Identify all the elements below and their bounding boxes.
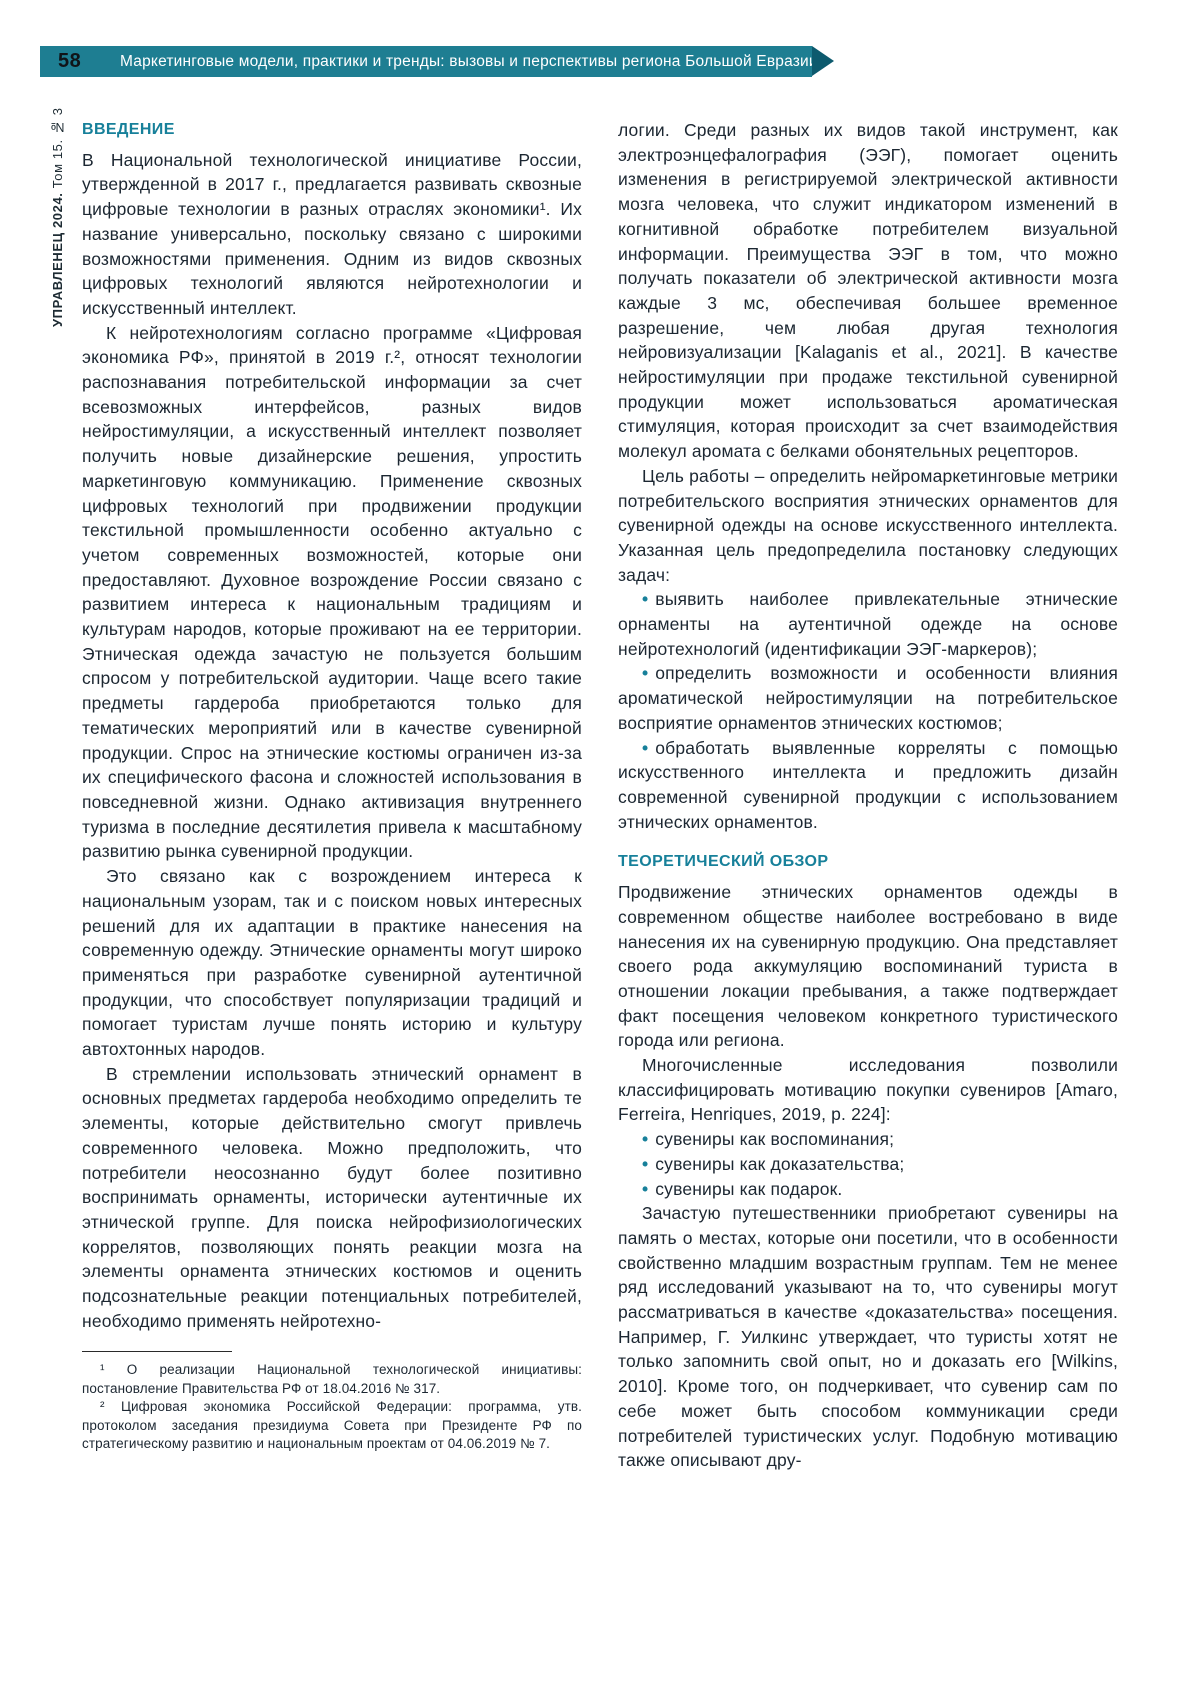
running-title: Маркетинговые модели, практики и тренды: вызовы и перспективы региона Большой Евразии (120, 52, 818, 70)
bullet-icon: • (642, 589, 649, 610)
introduction-heading: ВВЕДЕНИЕ (82, 121, 175, 138)
theory-closing-paragraph: Зачастую путешественники приобретают сувениры на память о местах, которые они посетили, что в особенности свойственно младшим возрастным группам. Тем не менее ряд исследований указывают на то, что сувениры могут рассматриваться в качестве «доказательства» посещения. Например, Г. Уилкинс утверждает, что туристы хотят не только запомнить свой опыт, но и доказать его [Wilkins, 2010]. Кроме того, он подчеркивает, что сувенир сам по себе может быть способом коммуникации среди потребителей туристических услуг. Подобную мотивацию также описывают дру- (618, 1203, 1118, 1471)
task-bullet-item (618, 661, 1118, 735)
header-arrow-icon (812, 46, 834, 76)
intro-paragraph: К нейротехнологиям согласно программе «Цифровая экономика РФ», принятой в 2019 г.², относят технологии распознавания потребительской информации за счет всевозможных интерфейсов, разных видов нейростимуляции, а искусственный интеллект позволяет получить новые дизайнерские решения, упростить маркетинговую коммуникацию. Применение сквозных цифровых технологий при продвижении продукции текстильной промышленности особенно актуально с учетом современных возможностей, которые они предоставляют. Духовное возрождение России связано с развитием интереса к национальным традициям и культурам народов, которые проживают на ее территории. Этническая одежда зачастую не пользуется большим спросом у потребительской аудитории. Чаще всего такие предметы гардероба приобретаются только для тематических мероприятий или в качестве сувенирной продукции. Спрос на этнические костюмы ограничен из-за их специфического фасона и сложностей использования в повседневной жизни. Однако активизация внутреннего туризма в последние десятилетия привела к масштабному развитию рынка сувенирной продукции. (82, 322, 582, 862)
footnote-1: ¹ О реализации Национальной технологической инициативы: постановление Правительства РФ от 18.04.2016 № 317. (82, 1362, 582, 1396)
left-column (82, 118, 582, 1473)
journal-name-label: УПРАВЛЕНЕЦ 2024. (50, 192, 65, 327)
journal-vertical-label (50, 107, 65, 327)
theory-heading: ТЕОРЕТИЧЕСКИЙ ОБЗОР (618, 853, 829, 871)
footnotes-block (82, 1351, 582, 1454)
journal-issue-label: Том 15. № 3 (50, 107, 65, 193)
intro-paragraph: В стремлении использовать этнический орнамент в основных предметах гардероба необходимо определить те элементы, которые действительно смогут привлечь современного человека. Можно предположить, что потребители неосознанно будут более позитивно воспринимать орнаменты, исторически аутентичные их этнической группе. Для поиска нейрофизиологических коррелятов, позволяющих понять реакции мозга на элементы орнамента этнических костюмов и оценить подсознательные реакции потенциальных потребителей, необходимо применять нейротехно- (82, 1063, 582, 1331)
task-bullet-item (618, 587, 1118, 661)
task-bullet-text: обработать выявленные корреляты с помощью искусственного интеллекта и предложить дизайн современной сувенирной продукции с использованием этнических орнаментов. (618, 737, 1118, 832)
article-body (82, 118, 1118, 1473)
motive-bullet-item (618, 1127, 1118, 1152)
goal-paragraph: Цель работы – определить нейромаркетинговые метрики потребительского восприятия этнических орнаментов для сувенирной одежды на основе искусственного интеллекта. Указанная цель предопределила постановку следующих задач: (618, 465, 1118, 585)
motive-bullet-item (618, 1152, 1118, 1177)
bullet-icon: • (642, 1178, 649, 1199)
page-number: 58 (58, 50, 82, 72)
theory-paragraph: Продвижение этнических орнаментов одежды в современном обществе наиболее востребовано в виде нанесения их на сувенирную продукцию. Она представляет своего рода аккумуляцию воспоминаний туриста в отношении локации пребывания, а также подтверждает факт посещения человеком конкретного туристического города или региона. (618, 882, 1118, 1051)
task-bullet-item (618, 736, 1118, 835)
motive-bullet-item (618, 1177, 1118, 1202)
motive-bullet-text: сувениры как подарок. (655, 1178, 843, 1199)
bullet-icon: • (642, 1129, 649, 1150)
bullet-icon: • (642, 663, 649, 684)
task-bullet-text: выявить наиболее привлекательные этнические орнаменты на аутентичной одежде на основе нейротехнологий (идентификации ЭЭГ-маркеров); (618, 589, 1118, 659)
bullet-icon: • (642, 737, 649, 758)
bullet-icon: • (642, 1153, 649, 1174)
motive-bullet-text: сувениры как доказательства; (655, 1153, 905, 1174)
task-bullet-text: определить возможности и особенности влияния ароматической нейростимуляции на потребительское восприятие орнаментов этнических костюмов; (618, 663, 1118, 733)
intro-paragraph: Это связано как с возрождением интереса к национальным узорам, так и с поиском новых интересных решений для их адаптации в практике нанесения на современную одежду. Этнические орнаменты могут широко применяться при разработке сувенирной аутентичной продукции, что способствует популяризации традиций и помогает туристам лучше понять историю и культуру автохтонных народов. (82, 866, 582, 1060)
footnote-2: ² Цифровая экономика Российской Федерации: программа, утв. протоколом заседания президиума Совета при Президенте РФ по стратегическому развитию и национальным проектам от 04.06.2019 № 7. (82, 1399, 582, 1452)
header-bar (40, 46, 818, 77)
continuation-paragraph: логии. Среди разных их видов такой инструмент, как электроэнцефалография (ЭЭГ), помогает оценить изменения в регистрируемой электрической активности мозга человека, что служит индикатором изменений в когнитивной обработке потребителем визуальной информации. Преимущества ЭЭГ в том, что можно получать показатели об электрической активности мозга каждые 3 мс, обеспечивая большее временное разрешение, чем любая другая технология нейровизуализации [Kalaganis et al., 2021]. В качестве нейростимуляции при продаже текстильной сувенирной продукции может использоваться ароматическая стимуляция, которая происходит за счет взаимодействия молекул аромата с белками обонятельных рецепторов. (618, 120, 1118, 462)
motive-bullet-text: сувениры как воспоминания; (655, 1129, 895, 1150)
footnote-rule (82, 1351, 232, 1352)
intro-paragraph: В Национальной технологической инициативе России, утвержденной в 2017 г., предлагается развивать сквозные цифровые технологии в разных отраслях экономики¹. Их название универсально, поскольку связано с широкими возможностями применения. Одним из видов сквозных цифровых технологий являются нейротехнологии и искусственный интеллект. (82, 149, 582, 318)
theory-paragraph: Многочисленные исследования позволили классифицировать мотивацию покупки сувениров [Amaro, Ferreira, Henriques, 2019, p. 224]: (618, 1055, 1118, 1125)
right-column (618, 118, 1118, 1473)
